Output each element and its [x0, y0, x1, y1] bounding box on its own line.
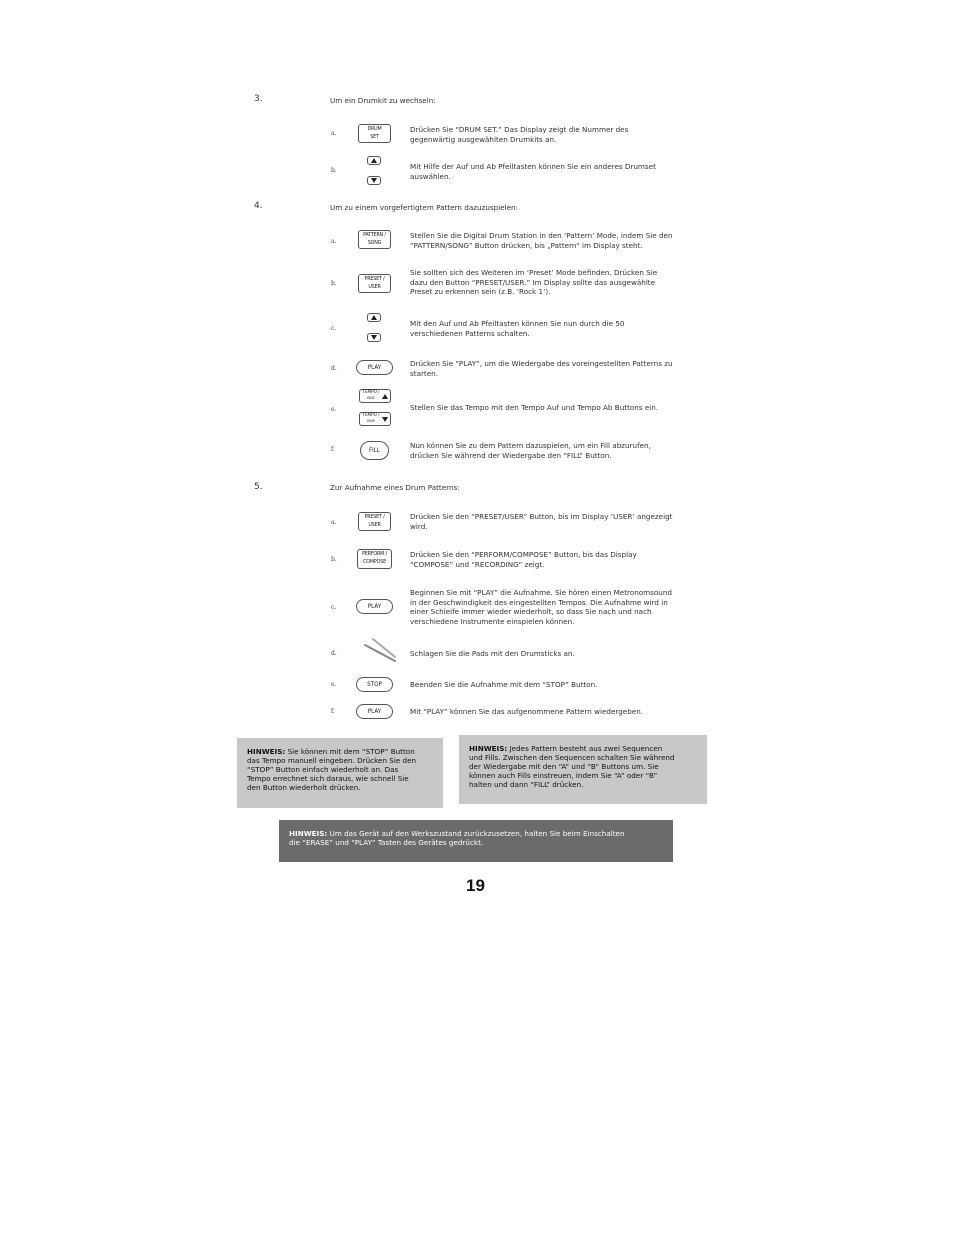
description-line: Stellen Sie die Digital Drum Station in den ‘Pattern’ Mode, indem Sie den — [410, 231, 673, 240]
button-label-line: USER — [368, 283, 381, 290]
description-line: starten. — [410, 368, 439, 378]
description-line: Mit “PLAY” können Sie das aufgenommene Pattern wiedergeben. — [410, 707, 644, 716]
button-label-line: DRUM — [367, 125, 382, 132]
note-text: Um das Gerät auf den Werkszustand zurückzusetzen, halten Sie beim Einschalten — [327, 829, 625, 838]
description-line: Sie sollten sich des Weiteren im ‘Preset’ Mode befinden. Drücken Sie — [410, 268, 658, 277]
description-line: in der Geschwindigkeit des eingestellten Tempos. Die Aufnahme wird in — [410, 597, 668, 607]
arrow-down-icon[interactable] — [367, 176, 381, 185]
button-sublabel: PAGE — [367, 396, 375, 400]
button-label: TEMPO / — [362, 390, 380, 396]
item-letter: a. — [331, 238, 337, 245]
item-description — [410, 231, 706, 250]
button-label-line: USER — [368, 521, 381, 528]
description-line: Drücken Sie den “PRESET/USER” Button, bis im Display ‘USER’ angezeigt — [410, 512, 673, 521]
note-text: Sie können mit dem “STOP” Button — [285, 747, 415, 756]
arrow-up-icon[interactable] — [367, 156, 381, 165]
step-intro: Um ein Drumkit zu wechseln: — [330, 96, 436, 105]
item-letter: d. — [331, 365, 337, 372]
description-line: Beginnen Sie mit “PLAY” die Aufnahme. Sie hören einen Metronomsound — [410, 588, 672, 597]
button-label-line: SONG — [367, 239, 382, 246]
item-letter: c. — [331, 604, 337, 611]
button-label-line: PATTERN / — [363, 231, 386, 238]
note-label: HINWEIS: — [469, 744, 508, 753]
button-sublabel: PAGE — [367, 419, 375, 423]
step-intro: Zur Aufnahme eines Drum Patterns: — [330, 483, 460, 492]
button-label: PLAY — [367, 603, 382, 610]
item-description — [410, 550, 706, 569]
button-label-line: PRESET / — [364, 275, 385, 282]
item-description — [410, 441, 706, 460]
note-label: HINWEIS: — [247, 747, 286, 756]
item-letter: e. — [331, 406, 337, 413]
item-description — [410, 512, 706, 531]
note-box-right — [459, 735, 707, 804]
note-line: halten und dann “FILL” drücken. — [469, 780, 584, 789]
note-line — [469, 744, 699, 753]
description-line: drücken Sie während der Wiedergabe den “FILL” Button. — [410, 450, 612, 460]
item-letter: c. — [331, 325, 337, 332]
drumsticks-icon — [362, 637, 398, 663]
item-letter: f. — [331, 708, 335, 715]
item-description — [410, 268, 706, 297]
page-number: 19 — [466, 876, 485, 895]
preset-user-button[interactable] — [358, 274, 391, 293]
description-line: “PATTERN/SONG” Button drücken, bis „Pattern“ im Display steht. — [410, 240, 643, 250]
tempo-down-button[interactable] — [359, 412, 391, 426]
description-line: Drücken Sie “DRUM SET.” Das Display zeigt die Nummer des — [410, 125, 629, 134]
item-description — [410, 707, 706, 717]
description-line: dazu den Button “PRESET/USER.” Im Display sollte das ausgewählte — [410, 277, 656, 287]
note-line: können auch Fills einstreuen, indem Sie “A” oder “B” — [469, 771, 658, 780]
note-line — [247, 747, 435, 756]
item-letter: a. — [331, 519, 337, 526]
step-intro: Um zu einem vorgefertigtem Pattern dazuzuspielen: — [330, 203, 519, 212]
button-label: TEMPO / — [362, 413, 380, 419]
item-letter: b. — [331, 280, 337, 287]
note-line: Tempo errechnet sich daraus, wie schnell Sie — [247, 774, 409, 783]
note-line — [289, 829, 665, 838]
description-line: Schlagen Sie die Pads mit den Drumsticks an. — [410, 649, 575, 658]
arrow-up-icon — [382, 394, 388, 399]
description-line: Stellen Sie das Tempo mit den Tempo Auf und Tempo Ab Buttons ein. — [410, 403, 659, 412]
item-description — [410, 403, 706, 413]
perform-compose-button[interactable] — [357, 549, 392, 569]
item-description — [410, 125, 706, 144]
description-line: Drücken Sie “PLAY”, um die Wiedergabe des voreingestellten Patterns zu — [410, 359, 673, 368]
item-description — [410, 649, 706, 659]
description-line: gegenwärtig ausgewählten Drumkits an. — [410, 134, 557, 144]
button-label: FILL — [368, 447, 381, 454]
item-letter: f. — [331, 446, 335, 453]
description-line: verschiedene Instrumente einspielen können. — [410, 616, 575, 626]
stop-button[interactable] — [356, 677, 393, 692]
item-letter: a. — [331, 130, 337, 137]
description-line: Mit Hilfe der Auf und Ab Pfeiltasten können Sie ein anderes Drumset — [410, 162, 656, 171]
description-line: wird. — [410, 521, 428, 531]
item-letter: b. — [331, 167, 337, 174]
note-box-bottom — [279, 820, 673, 862]
button-label-line: PRESET / — [364, 513, 385, 520]
button-label: PLAY — [367, 708, 382, 715]
note-text: Jedes Pattern besteht aus zwei Sequencen — [507, 744, 663, 753]
pattern-song-button[interactable] — [358, 230, 391, 249]
item-description — [410, 359, 706, 378]
item-letter: d. — [331, 650, 337, 657]
note-line: und Fills. Zwischen den Sequencen schalten Sie während — [469, 753, 675, 762]
note-line: die “ERASE” und “PLAY” Tasten des Gerätes gedrückt. — [289, 838, 484, 847]
note-line: “STOP” Button einfach wiederholt an. Das — [247, 765, 399, 774]
button-label: PLAY — [367, 364, 382, 371]
note-label: HINWEIS: — [289, 829, 328, 838]
note-line: der Wiedergabe mit den “A” und “B” Buttons um. Sie — [469, 762, 659, 771]
description-line: Preset zu erkennen sein (z.B. ‘Rock 1’). — [410, 287, 551, 297]
step-number: 4. — [254, 201, 263, 211]
note-line: den Button wiederholt drücken. — [247, 783, 361, 792]
description-line: Beenden Sie die Aufnahme mit dem “STOP” Button. — [410, 680, 598, 689]
button-label: STOP — [367, 681, 382, 688]
description-line: auswählen. — [410, 171, 451, 181]
description-line: Drücken Sie den “PERFORM/COMPOSE” Button, bis das Display — [410, 550, 637, 559]
item-description — [410, 162, 706, 181]
item-letter: e. — [331, 681, 337, 688]
preset-user-button[interactable] — [358, 512, 391, 531]
note-box-left — [237, 738, 443, 808]
play-button[interactable] — [356, 704, 393, 719]
button-label-line: SET — [370, 133, 379, 140]
item-description — [410, 680, 706, 690]
step-number: 5. — [254, 482, 263, 492]
play-button[interactable] — [356, 599, 393, 614]
description-line: “COMPOSE” und “RECORDING” zeigt. — [410, 559, 545, 569]
arrow-down-icon — [382, 417, 388, 422]
button-label-line: PERFORM / — [362, 551, 387, 558]
item-description — [410, 588, 706, 626]
description-line: Nun können Sie zu dem Pattern dazuspielen, um ein Fill abzurufen, — [410, 441, 651, 450]
description-line: verschiedenen Patterns schalten. — [410, 328, 530, 338]
description-line: Mit den Auf und Ab Pfeiltasten können Sie nun durch die 50 — [410, 319, 625, 328]
play-button[interactable] — [356, 360, 393, 375]
item-letter: b. — [331, 556, 337, 563]
drum-set-button[interactable] — [358, 124, 391, 143]
step-number: 3. — [254, 94, 263, 104]
arrow-up-icon[interactable] — [367, 313, 381, 322]
fill-button[interactable] — [360, 441, 389, 460]
description-line: einer Schleife immer wieder wiederholt, so dass Sie nach und nach — [410, 607, 652, 617]
item-description — [410, 319, 706, 338]
button-label-line: COMPOSE — [363, 559, 386, 565]
arrow-down-icon[interactable] — [367, 333, 381, 342]
tempo-up-button[interactable] — [359, 389, 391, 403]
note-line: das Tempo manuell eingeben. Drücken Sie den — [247, 756, 417, 765]
